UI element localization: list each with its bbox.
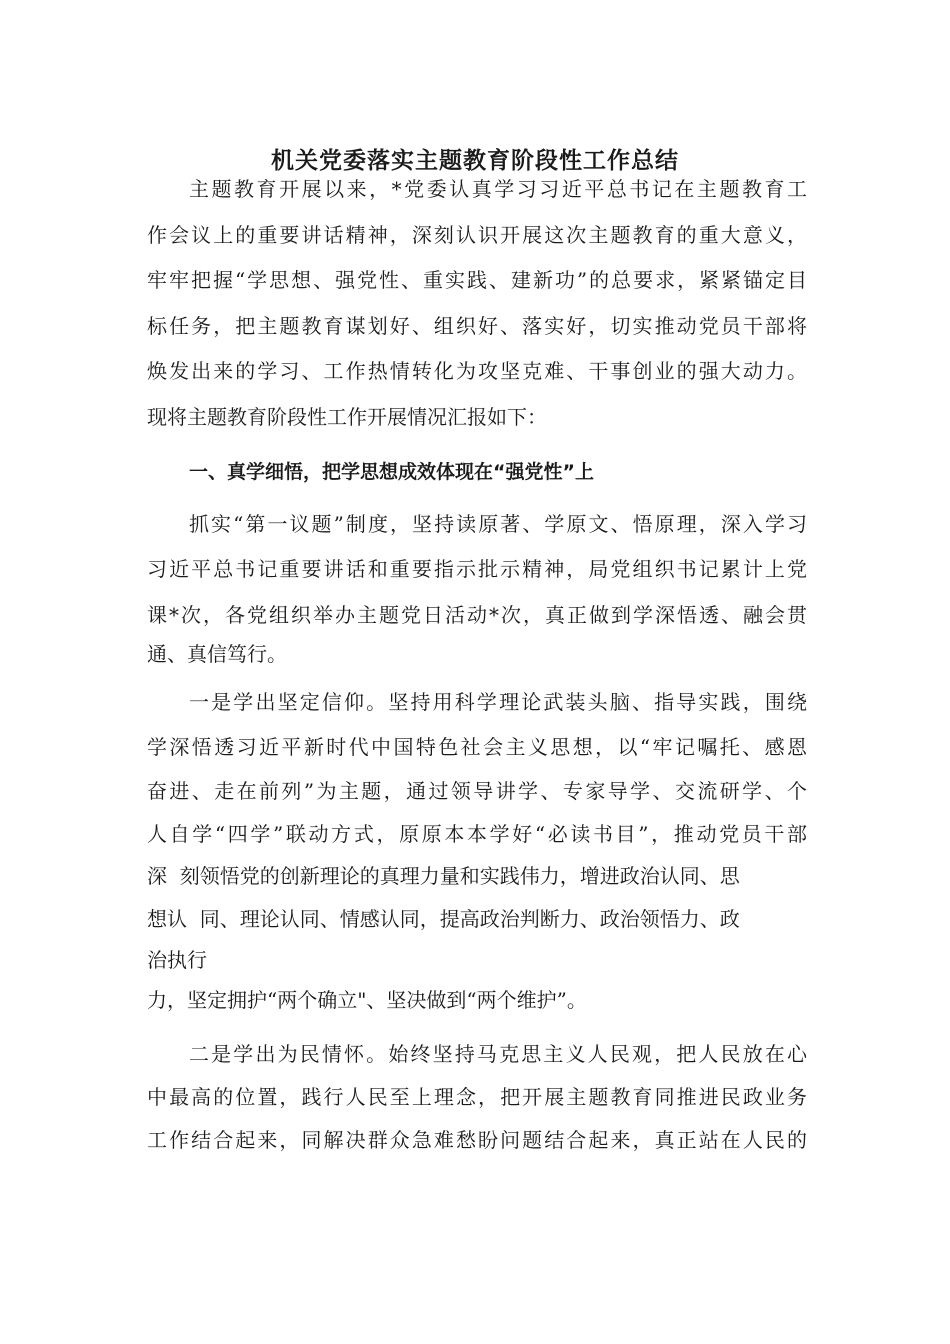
text-line: 治执行 [147, 948, 207, 972]
text-line: 课*次，各党组织举办主题党日活动*次，真正做到学深悟透、融会贯 [147, 603, 807, 627]
text-line: 二是学出为民情怀。始终坚持马克思主义人民观，把人民放在心 [189, 1042, 807, 1066]
text-line: 深 刻领悟党的创新理论的真理力量和实践伟力，增进政治认同、思 [147, 864, 740, 888]
text-line: 抓实“第一议题”制度，坚持读原著、学原文、悟原理，深入学习 [189, 512, 807, 536]
text-line: 人自学“四学”联动方式，原原本本学好“必读书目”，推动党员干部 [147, 822, 807, 846]
text-line: 焕发出来的学习、工作热情转化为攻坚克难、干事创业的强大动力。 [147, 359, 807, 383]
text-line: 学深悟透习近平新时代中国特色社会主义思想，以“牢记嘱托、感恩 [147, 735, 807, 759]
document-title: 机关党委落实主题教育阶段性工作总结 [271, 148, 679, 174]
text-line: 作会议上的重要讲话精神，深刻认识开展这次主题教育的重大意义， [147, 223, 807, 247]
text-line: 奋进、走在前列”为主题，通过领导讲学、专家导学、交流研学、个 [147, 779, 807, 803]
section-heading: 一、真学细悟，把学思想成效体现在“强党性”上 [189, 461, 594, 483]
text-line: 通、真信笃行。 [147, 642, 287, 666]
text-line: 习近平总书记重要讲话和重要指示批示精神，局党组织书记累计上党 [147, 557, 807, 581]
text-line: 中最高的位置，践行人民至上理念，把开展主题教育同推进民政业务 [147, 1085, 807, 1109]
text-line: 想认 同、理论认同、情感认同，提高政治判断力、政治领悟力、政 [147, 907, 740, 931]
text-line: 牢牢把握“学思想、强党性、重实践、建新功”的总要求，紧紧锚定目 [147, 268, 807, 292]
text-line: 工作结合起来，同解决群众急难愁盼问题结合起来，真正站在人民的 [147, 1128, 807, 1152]
text-line: 标任务，把主题教育谋划好、组织好、落实好，切实推动党员干部将 [147, 314, 807, 338]
text-line: 一是学出坚定信仰。坚持用科学理论武装头脑、指导实践，围绕 [189, 690, 807, 714]
text-line: 力，坚定拥护“两个确立"、坚决做到“两个维护”。 [147, 988, 587, 1012]
text-line: 主题教育开展以来，*党委认真学习习近平总书记在主题教育工 [189, 177, 807, 201]
text-line: 现将主题教育阶段性工作开展情况汇报如下： [147, 405, 547, 429]
